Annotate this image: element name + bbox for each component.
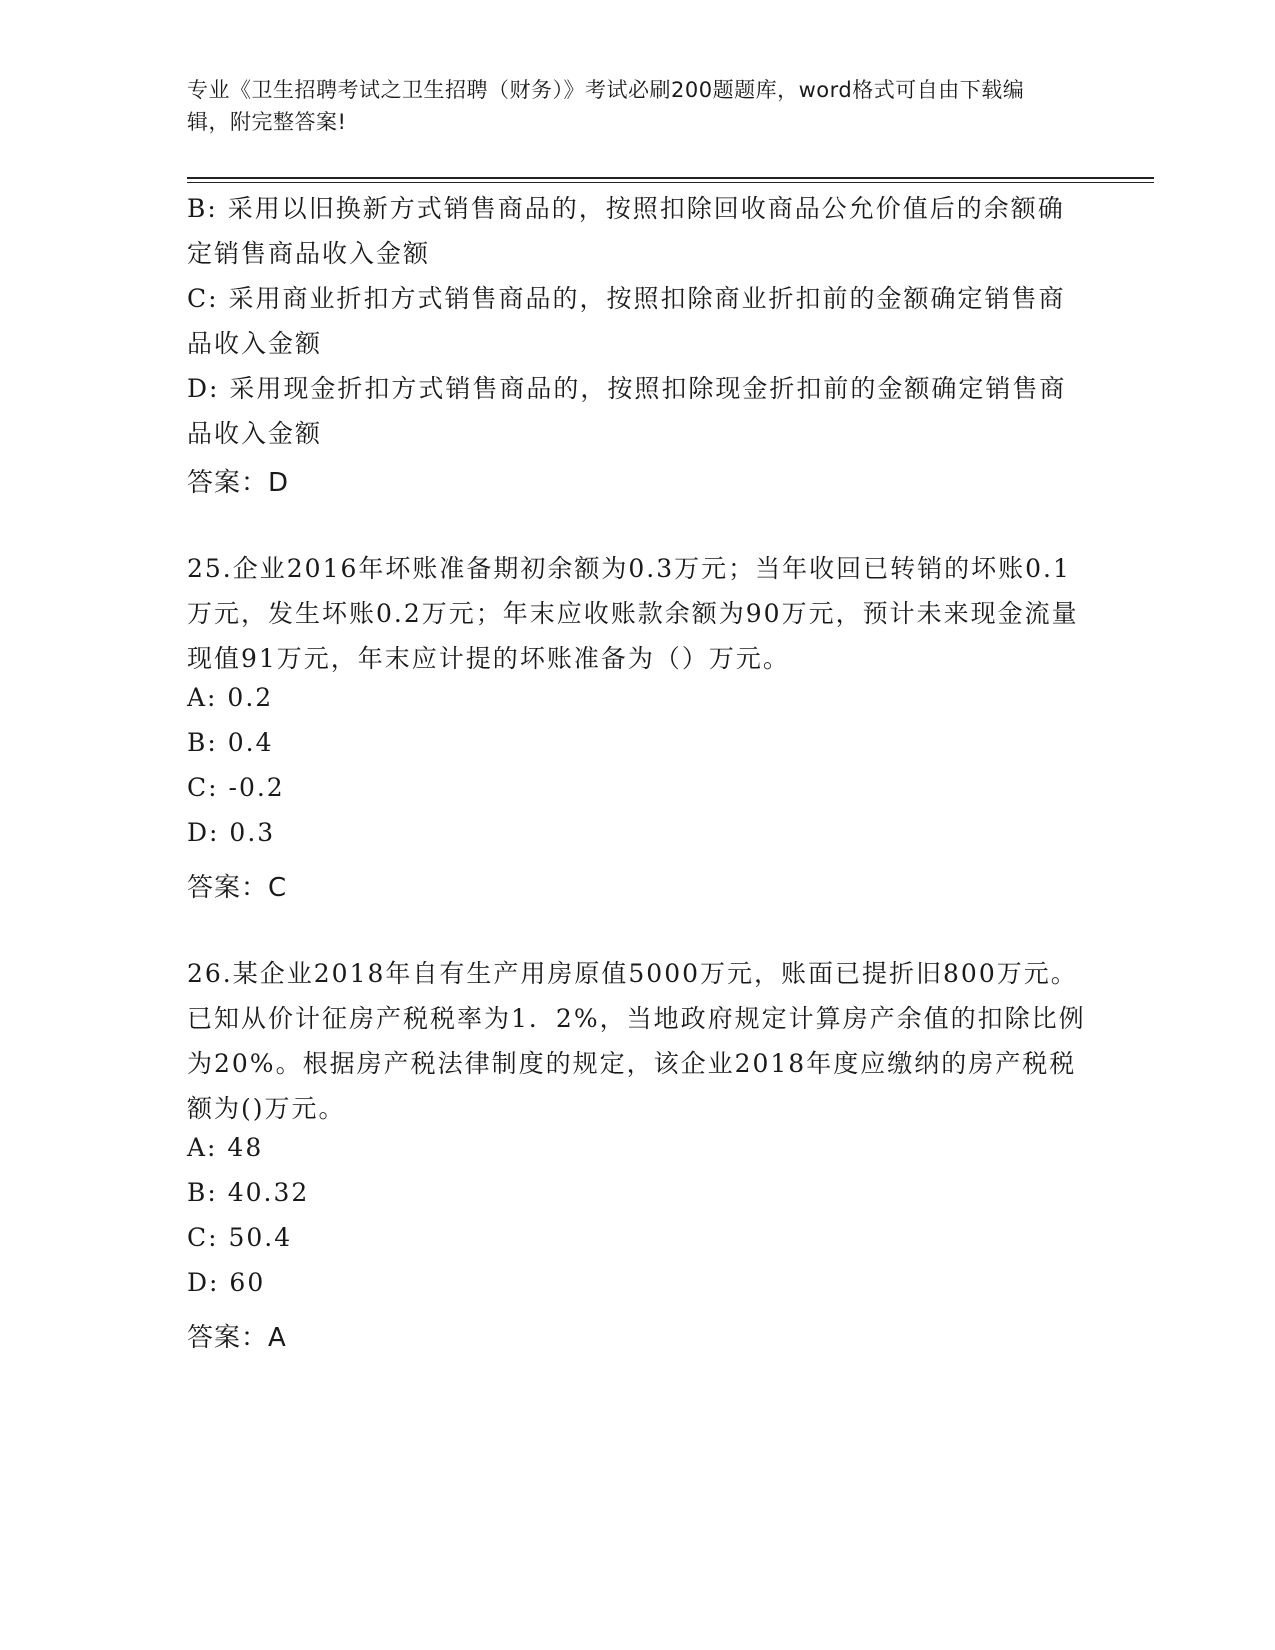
q25-stem: 25.企业2016年坏账准备期初余额为0.3万元；当年收回已转销的坏账0.1万元，发生坏账0.2万元；年末应收账款余额为90万元，预计未来现金流量现值91万元，年末应计提的坏账准备为（）万元。 bbox=[187, 554, 1079, 673]
header-divider-thin bbox=[187, 182, 1154, 183]
document-header: 专业《卫生招聘考试之卫生招聘（财务）》考试必刷200题题库，word格式可自由下载编辑，附完整答案! bbox=[187, 78, 1025, 134]
q25-answer: 答案：C bbox=[187, 873, 288, 903]
header-divider-thick bbox=[187, 177, 1154, 179]
q26-option-c: C: 50.4 bbox=[187, 1223, 293, 1252]
q26-option-a: A: 48 bbox=[187, 1133, 264, 1162]
q26-option-b: B: 40.32 bbox=[187, 1178, 310, 1207]
q26-stem: 26.某企业2018年自有生产用房原值5000万元，账面已提折旧800万元。已知从价计征房产税税率为1．2%，当地政府规定计算房产余值的扣除比例为20%。根据房产税法律制度的规定，该企业2018年度应缴纳的房产税税额为()万元。 bbox=[187, 959, 1086, 1123]
q25-option-b: B: 0.4 bbox=[187, 728, 274, 757]
q26-option-d: D: 60 bbox=[187, 1268, 266, 1297]
q24-answer: 答案：D bbox=[187, 468, 290, 498]
q24-option-b: B: 采用以旧换新方式销售商品的，按照扣除回收商品公允价值后的余额确定销售商品收入金额 bbox=[187, 194, 1065, 268]
q24-option-d: D: 采用现金折扣方式销售商品的，按照扣除现金折扣前的金额确定销售商品收入金额 bbox=[187, 374, 1067, 448]
q24-option-c: C: 采用商业折扣方式销售商品的，按照扣除商业折扣前的金额确定销售商品收入金额 bbox=[187, 284, 1066, 358]
q25-option-c: C: -0.2 bbox=[187, 773, 285, 802]
q25-option-a: A: 0.2 bbox=[187, 683, 274, 712]
q26-answer: 答案：A bbox=[187, 1323, 287, 1353]
q25-option-d: D: 0.3 bbox=[187, 818, 276, 847]
